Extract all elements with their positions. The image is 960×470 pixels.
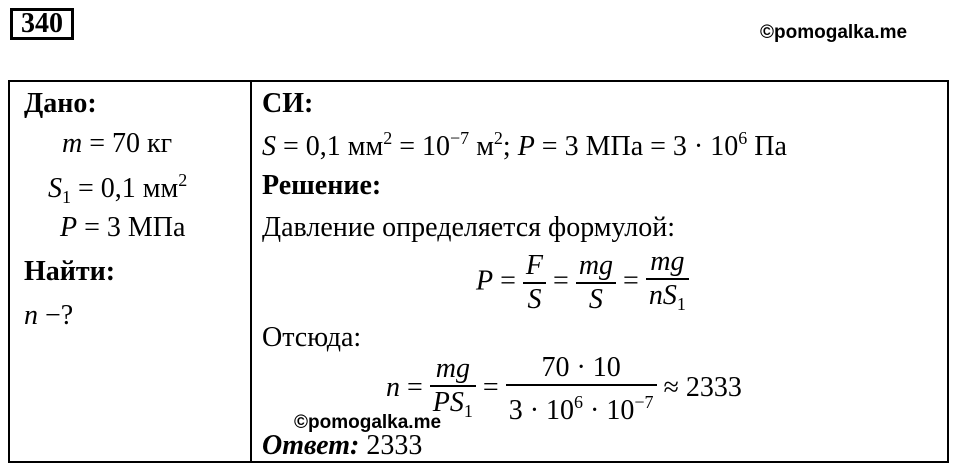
si-conversion: S = 0,1 $мм^2 = 10^{-7}$ $м^2$; P = 3 МПа = $3 \cdot 10^6$ Па xyxy=(262,128,787,162)
given-pressure: P = 3 МПа xyxy=(60,212,186,243)
problem-number: 340 xyxy=(10,8,74,40)
answer-label: Ответ: xyxy=(262,430,360,461)
find-heading: Найти: xyxy=(24,256,116,287)
find-unknown: n −? xyxy=(24,300,74,331)
given-mass: m = 70 кг xyxy=(62,128,173,159)
fraction-numeric: $\frac{70 \cdot 10}{3 \cdot 10^6 \cdot 10^{-7}}$ xyxy=(506,352,657,427)
answer-line xyxy=(262,430,422,462)
result-formula: n = $\frac{mg}{PS_1}$ = $\frac{70 \cdot 10}{3 \cdot 10^6 \cdot 10^{-7}}$ ≈ 2333 xyxy=(386,352,742,426)
fraction-mg-over-ns1: $\frac{mg}{nS_1}$ xyxy=(646,246,689,320)
solution-intro: Давление определяется формулой: xyxy=(262,212,675,243)
column-divider xyxy=(250,80,252,463)
given-area: $S_1 = 0,1$ $мм^2$ xyxy=(48,170,188,207)
given-heading: Дано: xyxy=(24,88,97,119)
si-heading: СИ: xyxy=(262,88,314,119)
watermark-top: ©pomogalka.me xyxy=(760,22,908,43)
fraction-mg-over-s: $\frac{mg}{S}$ xyxy=(576,250,616,316)
watermark-bottom: ©pomogalka.me xyxy=(294,412,442,433)
solution-heading: Решение: xyxy=(262,170,382,201)
answer-value: 2333 xyxy=(366,430,423,461)
fraction-f-over-s: $\frac{F}{S}$ xyxy=(523,250,546,316)
fraction-mg-over-ps1: $\frac{mg}{PS_1}$ xyxy=(430,353,476,427)
pressure-formula: P = $\frac{F}{S}$ = $\frac{mg}{S}$ = $\frac{mg}{nS_1}$ xyxy=(476,246,689,320)
hence-label: Отсюда: xyxy=(262,322,362,353)
